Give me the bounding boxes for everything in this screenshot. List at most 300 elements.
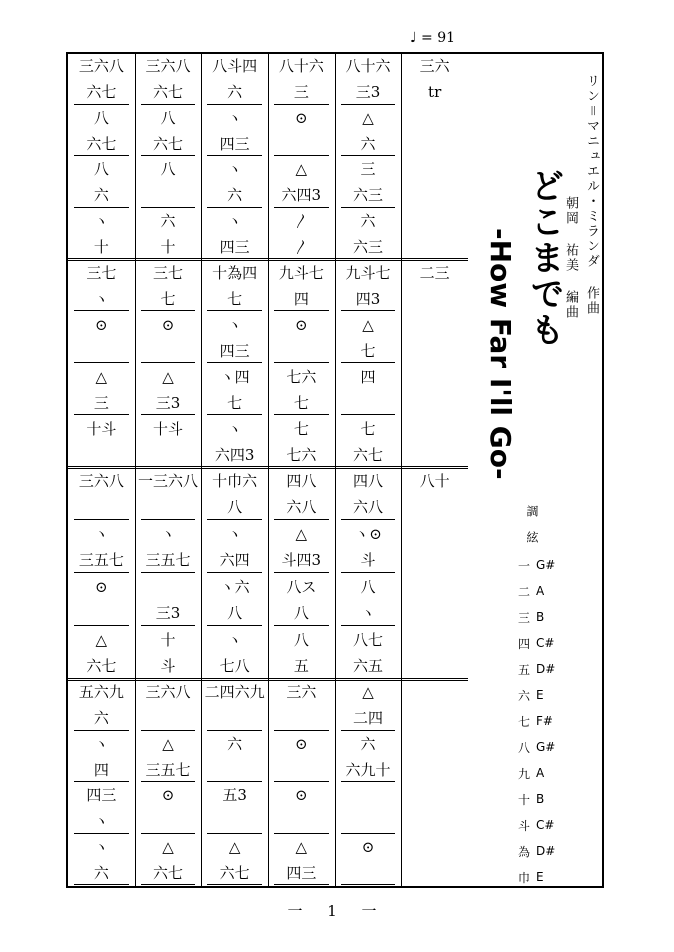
note-text: 八七	[352, 630, 383, 649]
beat-line	[207, 730, 262, 731]
note-cell	[201, 732, 268, 758]
note-cell	[135, 157, 202, 183]
note-text: ヽ⊙	[354, 524, 382, 543]
note-text: ⊙	[361, 837, 375, 856]
note-cell	[135, 548, 202, 575]
note-cell	[68, 521, 135, 548]
note-cell	[68, 627, 135, 654]
note-text: ヽ	[227, 524, 243, 543]
note-text: 三五七	[145, 760, 191, 779]
note-text: ヽ	[93, 289, 109, 308]
note-cell	[335, 732, 402, 758]
note-text: 四三	[219, 341, 250, 360]
note-text: 六七	[86, 83, 117, 102]
note-text: 十	[160, 630, 176, 649]
note-text: 九斗七	[278, 263, 324, 282]
beat-line	[341, 155, 396, 156]
tuning-string-number: 三	[517, 610, 530, 625]
note-text: 四	[93, 760, 109, 779]
beat-line	[341, 884, 396, 885]
beat-line	[274, 414, 329, 415]
beat-line	[74, 362, 129, 363]
beat-line	[341, 730, 396, 731]
beat-line	[341, 362, 396, 363]
tuning-string-number: 七	[517, 714, 530, 729]
note-text: 六九十	[345, 760, 391, 779]
note-text: 六五	[352, 657, 383, 676]
note-cell	[68, 495, 135, 522]
note-text: ヽ	[227, 108, 243, 127]
note-cell	[335, 54, 402, 80]
note-cell	[201, 260, 268, 286]
note-cell	[401, 574, 468, 601]
note-cell	[68, 601, 135, 628]
note-cell	[268, 54, 335, 80]
beat-line	[207, 625, 262, 626]
note-cell	[268, 131, 335, 157]
note-text: 三	[93, 393, 109, 412]
note-cell	[335, 183, 402, 209]
note-cell	[335, 809, 402, 835]
beat-line	[74, 833, 129, 834]
note-cell	[201, 183, 268, 209]
score-system	[68, 468, 468, 680]
note-cell	[335, 468, 402, 495]
note-cell	[201, 835, 268, 861]
tuning-string-number: 二	[517, 584, 530, 599]
note-text: 三六八	[145, 683, 191, 702]
note-cell	[401, 131, 468, 157]
note-text: 六	[227, 734, 243, 753]
note-cell	[135, 442, 202, 468]
note-cell	[201, 627, 268, 654]
note-text: ⊙	[295, 315, 308, 334]
note-text: 四	[293, 289, 309, 308]
note-text: 三六八	[78, 57, 124, 76]
note-cell	[68, 416, 135, 442]
note-cell	[201, 783, 268, 809]
beat-line	[141, 572, 196, 573]
note-text: 六	[93, 863, 109, 882]
tuning-string-number: 為	[517, 844, 530, 859]
beat-line	[274, 310, 329, 311]
note-cell	[401, 809, 468, 835]
note-cell	[68, 574, 135, 601]
beat-line	[207, 781, 262, 782]
tuning-string-number: 一	[517, 558, 530, 573]
beat-line	[274, 730, 329, 731]
note-cell	[335, 835, 402, 861]
note-text: 六三	[352, 237, 383, 256]
note-cell	[201, 654, 268, 681]
tuning-row	[512, 578, 572, 604]
note-text: ヽ六	[219, 577, 250, 596]
note-text: 七	[227, 393, 243, 412]
note-text: ⊙	[295, 108, 308, 127]
note-cell	[335, 860, 402, 886]
note-cell	[201, 680, 268, 706]
beat-line	[274, 884, 329, 885]
note-cell	[201, 548, 268, 575]
arranger-credit: 朝岡 祐美 編曲	[563, 196, 578, 320]
note-text: 六	[227, 186, 243, 205]
note-cell	[68, 106, 135, 132]
note-cell	[68, 468, 135, 495]
tuning-row	[512, 630, 572, 656]
tempo-marking: ♩ = 91	[410, 30, 456, 46]
beat-line	[274, 104, 329, 105]
note-cell	[268, 390, 335, 416]
note-text: ヽ	[227, 419, 243, 438]
note-cell	[135, 654, 202, 681]
note-cell	[135, 364, 202, 390]
note-text: 四	[360, 367, 376, 386]
note-text: 五	[293, 657, 309, 676]
note-text: 六七	[152, 863, 183, 882]
note-cell	[201, 157, 268, 183]
note-text: 斗四3	[281, 551, 322, 570]
note-cell	[335, 338, 402, 364]
note-text: 十巾六	[212, 471, 258, 490]
note-cell	[335, 80, 402, 106]
note-cell	[135, 521, 202, 548]
note-cell	[68, 209, 135, 235]
note-text: △	[162, 367, 174, 386]
note-text: 八	[93, 108, 109, 127]
beat-line	[74, 414, 129, 415]
beat-line	[74, 572, 129, 573]
note-cell	[268, 548, 335, 575]
note-cell	[268, 574, 335, 601]
note-text: 斗	[360, 551, 376, 570]
note-cell	[201, 706, 268, 732]
song-subtitle: -How Far I'll Go-	[484, 228, 517, 480]
note-cell	[201, 601, 268, 628]
note-cell	[135, 234, 202, 260]
note-text: △	[162, 734, 174, 753]
note-text: 三六八	[145, 57, 191, 76]
note-cell	[268, 654, 335, 681]
note-cell	[401, 495, 468, 522]
note-cell	[268, 521, 335, 548]
note-text: 三3	[155, 604, 181, 623]
note-cell	[335, 757, 402, 783]
beat-line	[141, 207, 196, 208]
tuning-note: F#	[536, 714, 553, 728]
note-text: 五六九	[78, 683, 124, 702]
note-cell	[201, 860, 268, 886]
beat-line	[141, 519, 196, 520]
note-text: 二三	[419, 263, 450, 282]
note-text: 七	[293, 419, 309, 438]
note-cell	[268, 601, 335, 628]
note-cell	[268, 706, 335, 732]
note-cell	[401, 680, 468, 706]
note-text: 十斗	[152, 419, 183, 438]
note-text: ヽ	[93, 812, 109, 831]
note-text: ⊙	[95, 577, 108, 596]
note-cell	[401, 106, 468, 132]
note-cell	[401, 416, 468, 442]
beat-line	[207, 884, 262, 885]
note-cell	[268, 286, 335, 312]
note-cell	[268, 364, 335, 390]
note-cell	[201, 390, 268, 416]
note-cell	[268, 106, 335, 132]
note-cell	[268, 338, 335, 364]
note-cell	[268, 157, 335, 183]
note-cell	[335, 286, 402, 312]
song-title: どこまでも	[524, 168, 564, 348]
note-cell	[68, 442, 135, 468]
tuning-note: C#	[536, 818, 555, 832]
note-cell	[135, 757, 202, 783]
beat-line	[341, 572, 396, 573]
tuning-row	[512, 552, 572, 578]
beat-line	[207, 362, 262, 363]
note-cell	[201, 416, 268, 442]
note-text: 三3	[355, 83, 381, 102]
note-text: △	[228, 837, 241, 856]
note-text: △	[295, 837, 308, 856]
note-cell	[201, 131, 268, 157]
tuning-note: E	[536, 688, 544, 702]
note-cell	[335, 390, 402, 416]
beat-line	[141, 310, 196, 311]
note-cell	[401, 157, 468, 183]
note-text: 三	[293, 83, 309, 102]
note-cell	[135, 835, 202, 861]
tuning-row	[512, 760, 572, 786]
note-text: 八ス	[286, 577, 317, 596]
beat-line	[207, 833, 262, 834]
note-cell	[401, 835, 468, 861]
note-cell	[135, 286, 202, 312]
tuning-string-number: 十	[517, 792, 530, 807]
note-cell	[268, 209, 335, 235]
tuning-string-number: 八	[517, 740, 530, 755]
note-cell	[201, 312, 268, 338]
note-cell	[268, 312, 335, 338]
note-cell	[268, 809, 335, 835]
note-cell	[335, 260, 402, 286]
note-cell	[68, 835, 135, 861]
note-cell	[335, 416, 402, 442]
note-text: 三六八	[78, 471, 124, 490]
tuning-row	[512, 864, 572, 890]
note-text: ヽ	[227, 315, 243, 334]
note-cell	[135, 860, 202, 886]
note-cell	[201, 209, 268, 235]
note-cell	[135, 390, 202, 416]
note-text: 六七	[86, 134, 117, 153]
note-text: 八	[360, 577, 376, 596]
note-text: 六四3	[214, 445, 255, 464]
note-cell	[68, 183, 135, 209]
note-cell	[401, 183, 468, 209]
note-cell	[135, 468, 202, 495]
beat-line	[74, 884, 129, 885]
note-cell	[401, 601, 468, 628]
tuning-note: G#	[536, 740, 556, 754]
note-text: ヽ	[227, 211, 243, 230]
note-text: 六七	[86, 657, 117, 676]
tuning-string-number: 六	[517, 688, 530, 703]
note-text: 七	[360, 419, 376, 438]
note-cell	[201, 106, 268, 132]
note-text: 六四3	[281, 186, 322, 205]
note-text: 十	[93, 237, 109, 256]
note-text: 七六	[286, 367, 317, 386]
note-cell	[135, 338, 202, 364]
note-cell	[201, 80, 268, 106]
beat-line	[207, 414, 262, 415]
tuning-row	[512, 682, 572, 708]
note-text: 六七	[352, 445, 383, 464]
tuning-row	[512, 812, 572, 838]
note-cell	[268, 757, 335, 783]
note-cell	[268, 495, 335, 522]
note-cell	[335, 627, 402, 654]
tuning-string-number: 四	[517, 636, 530, 651]
note-cell	[68, 809, 135, 835]
note-text: △	[95, 630, 108, 649]
tuning-string-number: 五	[517, 662, 530, 677]
note-cell	[401, 234, 468, 260]
note-text: ⊙	[295, 734, 308, 753]
note-text: 四三	[219, 134, 250, 153]
note-text: ヽ	[227, 160, 243, 179]
note-cell	[401, 54, 468, 80]
note-cell	[135, 783, 202, 809]
tuning-note: B	[536, 610, 545, 624]
note-text: 六	[360, 734, 376, 753]
note-cell	[201, 757, 268, 783]
tuning-row	[512, 656, 572, 682]
note-cell	[135, 80, 202, 106]
note-cell	[268, 732, 335, 758]
note-text: 四八	[352, 471, 383, 490]
note-text: 斗	[160, 657, 176, 676]
note-cell	[401, 627, 468, 654]
note-cell	[201, 286, 268, 312]
note-cell	[335, 783, 402, 809]
beat-line	[141, 414, 196, 415]
note-cell	[135, 495, 202, 522]
note-text: 六七	[152, 134, 183, 153]
note-text: 四三	[86, 786, 117, 805]
note-text: 六	[360, 211, 376, 230]
beat-line	[274, 781, 329, 782]
note-cell	[335, 157, 402, 183]
note-cell	[135, 131, 202, 157]
note-cell	[335, 548, 402, 575]
note-text: 六	[160, 211, 176, 230]
note-cell	[401, 757, 468, 783]
note-text: ヽ	[93, 211, 109, 230]
note-cell	[268, 183, 335, 209]
note-text: 二四	[352, 709, 383, 728]
beat-line	[74, 519, 129, 520]
note-cell	[68, 80, 135, 106]
note-cell	[401, 80, 468, 106]
beat-line	[341, 207, 396, 208]
note-text: 三3	[155, 393, 181, 412]
beat-line	[274, 519, 329, 520]
note-cell	[201, 495, 268, 522]
note-cell	[268, 860, 335, 886]
beat-line	[74, 155, 129, 156]
note-cell	[335, 706, 402, 732]
note-text: ⊙	[295, 786, 308, 805]
tuning-note: B	[536, 792, 545, 806]
beat-line	[274, 207, 329, 208]
beat-line	[274, 572, 329, 573]
note-cell	[268, 80, 335, 106]
note-text: tr	[428, 83, 442, 102]
note-text: 八	[160, 160, 176, 179]
beat-line	[274, 833, 329, 834]
beat-line	[274, 625, 329, 626]
note-text: △	[295, 524, 308, 543]
beat-line	[141, 104, 196, 105]
note-cell	[401, 654, 468, 681]
note-cell	[335, 131, 402, 157]
note-text: △	[295, 160, 308, 179]
note-cell	[335, 601, 402, 628]
beat-line	[141, 155, 196, 156]
note-text: 八	[293, 630, 309, 649]
music-area	[68, 54, 468, 886]
note-cell	[401, 390, 468, 416]
note-text: ヽ	[360, 604, 376, 623]
note-text: 七六	[286, 445, 317, 464]
beat-line	[141, 730, 196, 731]
note-text: 六	[360, 134, 376, 153]
note-cell	[401, 468, 468, 495]
note-cell	[335, 442, 402, 468]
note-cell	[401, 338, 468, 364]
note-cell	[135, 732, 202, 758]
note-text: △	[362, 315, 374, 334]
note-cell	[135, 574, 202, 601]
note-text: 四三	[286, 863, 317, 882]
note-cell	[268, 416, 335, 442]
note-text: 三	[360, 160, 376, 179]
note-text: ⊙	[161, 786, 175, 805]
beat-line	[207, 572, 262, 573]
note-text: 三七	[86, 263, 117, 282]
note-cell	[135, 680, 202, 706]
note-text: 八斗四	[212, 57, 258, 76]
note-cell	[335, 680, 402, 706]
note-cell	[68, 783, 135, 809]
note-cell	[401, 364, 468, 390]
note-text: 九斗七	[345, 263, 391, 282]
note-cell	[68, 234, 135, 260]
note-text: △	[162, 837, 174, 856]
note-cell	[335, 106, 402, 132]
note-cell	[68, 157, 135, 183]
note-text: ヽ	[93, 734, 109, 753]
note-cell	[401, 783, 468, 809]
note-text: 三六	[286, 683, 317, 702]
note-text: 三七	[152, 263, 183, 282]
note-text: 八	[227, 498, 243, 517]
note-cell	[201, 468, 268, 495]
note-cell	[135, 183, 202, 209]
note-text: 二四六九	[204, 683, 265, 702]
